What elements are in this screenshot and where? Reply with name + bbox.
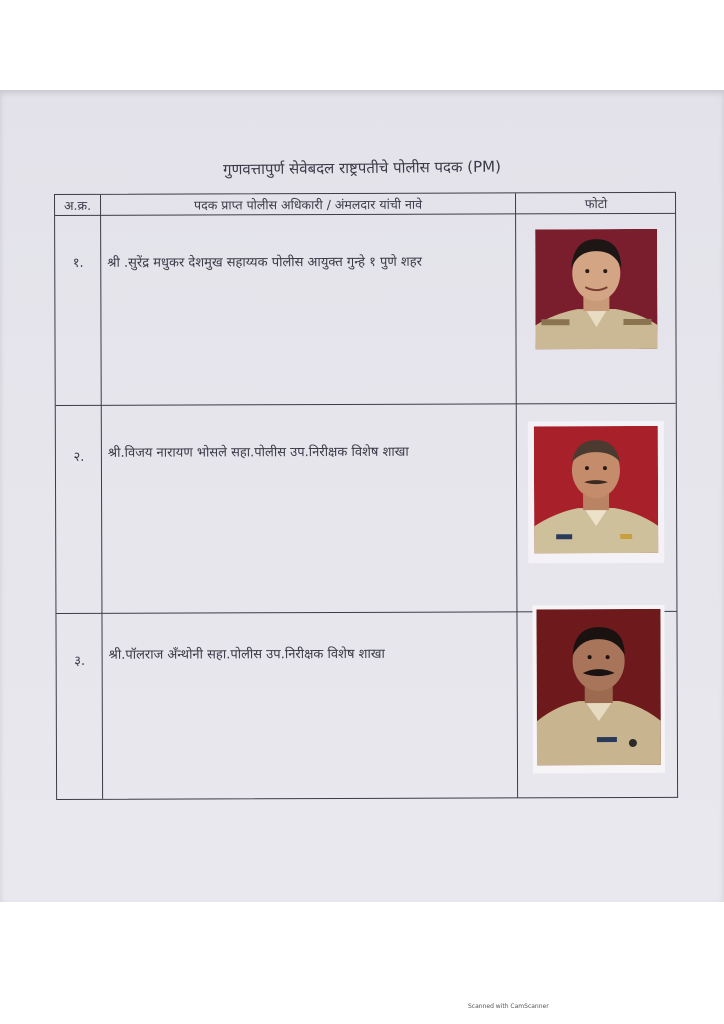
awardee-table bbox=[54, 192, 678, 800]
scanner-watermark: Scanned with CamScanner bbox=[468, 1003, 549, 1010]
row-name: श्री .सुरेंद्र मधुकर देशमुख सहाय्यक पोलीस आयुक्त गुन्हे १ पुणे शहर bbox=[107, 254, 423, 271]
row-divider-1 bbox=[56, 403, 676, 406]
column-divider-photo bbox=[515, 193, 518, 797]
header-serial: अ.क्र. bbox=[63, 197, 92, 213]
header-name: पदक प्राप्त पोलीस अधिकारी / अंमलदार यांची नावे bbox=[193, 196, 423, 213]
row-name: श्री.विजय नारायण भोसले सहा.पोलीस उप.निरीक्षक विशेष शाखा bbox=[107, 444, 409, 461]
officer-photo bbox=[532, 605, 665, 773]
header-photo: फोटो bbox=[584, 196, 608, 212]
row-serial: १. bbox=[72, 255, 84, 271]
row-serial: ३. bbox=[74, 653, 86, 669]
row-name: श्री.पॉलराज अँन्थोनी सहा.पोलीस उप.निरीक्षक विशेष शाखा bbox=[108, 646, 385, 663]
document-title: गुणवत्तापुर्ण सेवेबदल राष्ट्रपतीचे पोलीस पदक (PM) bbox=[222, 157, 501, 179]
officer-photo bbox=[528, 421, 664, 563]
column-divider-serial bbox=[100, 195, 103, 799]
row-serial: २. bbox=[73, 449, 85, 465]
paper-sheet bbox=[0, 90, 724, 902]
officer-photo bbox=[535, 229, 657, 349]
